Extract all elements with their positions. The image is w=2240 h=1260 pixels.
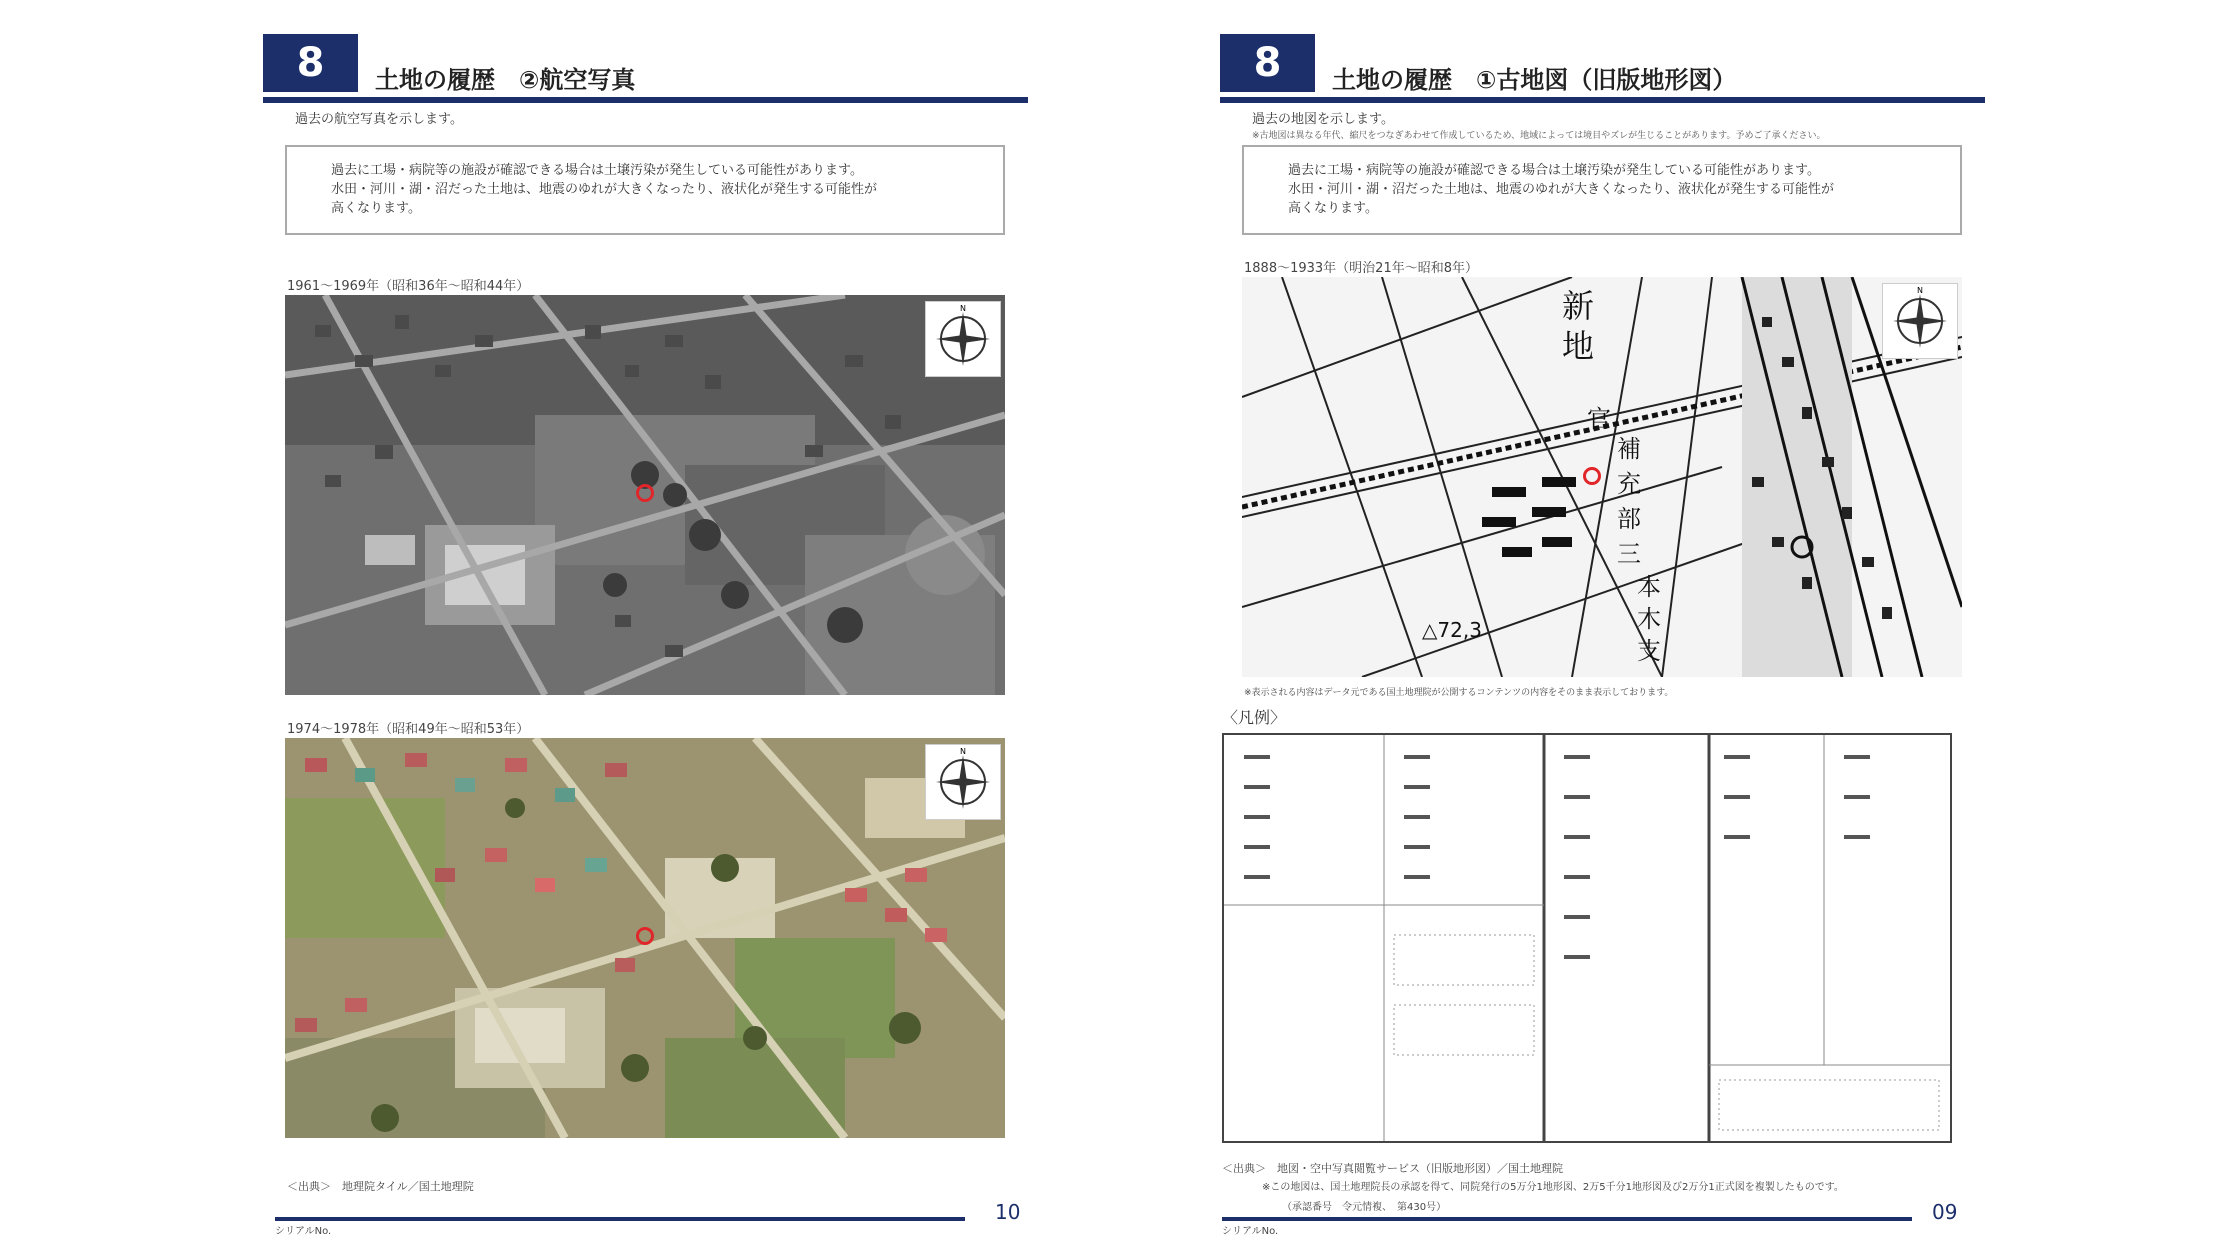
serial-number: シリアルNo.	[1222, 1226, 1279, 1237]
footer-rule	[1222, 1217, 1912, 1221]
location-marker-icon	[1583, 467, 1601, 485]
map-label: 支	[1637, 637, 1661, 665]
page-title: 土地の履歴 ②航空写真	[375, 66, 636, 94]
intro-note: ※古地図は異なる年代、縮尺をつなぎあわせて作成しているため、地域によっては境目やズレが生じることがあります。予めご了承ください。	[1252, 131, 1826, 141]
notice-line: 水田・河川・湖・沼だった土地は、地震のゆれが大きくなったり、液状化が発生する可能性が	[1288, 182, 1835, 197]
compass-icon	[925, 744, 1001, 820]
legend-title: 〈凡例〉	[1222, 708, 1287, 727]
notice-box	[1242, 145, 1962, 235]
section-number-badge: 8	[263, 34, 358, 92]
location-marker-icon	[636, 927, 654, 945]
notice-line: 過去に工場・病院等の施設が確認できる場合は土壌汚染が発生している可能性があります。	[1288, 163, 1820, 178]
map-label: 官	[1587, 405, 1611, 433]
section-number-badge: 8	[1220, 34, 1315, 92]
intro-text: 過去の地図を示します。	[1252, 112, 1394, 127]
header-rule	[1220, 97, 1985, 103]
footer-rule	[275, 1217, 965, 1221]
page-title: 土地の履歴 ①古地図（旧版地形図）	[1332, 66, 1737, 94]
map-label: 補	[1617, 435, 1641, 463]
svg-text:N: N	[960, 747, 966, 756]
map-label: 充	[1617, 470, 1641, 498]
source-text: ＜出典＞ 地理院タイル／国土地理院	[287, 1180, 474, 1193]
photo-2-caption: 1974～1978年（昭和49年～昭和53年）	[287, 722, 530, 737]
aerial-photo-1960s	[285, 295, 1005, 695]
map-label: 地	[1562, 327, 1595, 365]
aerial-photo-1970s	[285, 738, 1005, 1138]
map-caption: 1888～1933年（明治21年～昭和8年）	[1244, 261, 1478, 276]
notice-box	[285, 145, 1005, 235]
map-label: 部	[1617, 505, 1641, 533]
right-page	[1212, 0, 1992, 1260]
intro-text: 過去の航空写真を示します。	[295, 112, 463, 127]
location-marker-icon	[636, 484, 654, 502]
header-rule	[263, 97, 1028, 103]
old-topographic-map	[1242, 277, 1962, 677]
svg-text:N: N	[1917, 286, 1923, 295]
notice-line: 高くなります。	[1288, 201, 1378, 216]
approval-number: （承認番号 令元情複、 第430号）	[1282, 1202, 1447, 1213]
notice-line: 過去に工場・病院等の施設が確認できる場合は土壌汚染が発生している可能性があります。	[331, 163, 863, 178]
notice-line: 高くなります。	[331, 201, 421, 216]
map-label: 本	[1637, 573, 1661, 601]
photo-1-caption: 1961～1969年（昭和36年～昭和44年）	[287, 279, 530, 294]
map-label: 新	[1562, 287, 1595, 325]
page-number: 09	[1932, 1200, 1958, 1224]
map-legend	[1222, 733, 1952, 1143]
source-text: ＜出典＞ 地図・空中写真閲覧サービス（旧版地形図）／国土地理院	[1222, 1162, 1563, 1175]
map-label: 木	[1637, 605, 1661, 633]
compass-icon	[1882, 283, 1958, 359]
map-label: 三	[1617, 540, 1641, 568]
map-elevation-label: △72,3	[1422, 618, 1482, 642]
svg-text:N: N	[960, 304, 966, 313]
compass-icon	[925, 301, 1001, 377]
left-page	[255, 0, 1035, 1260]
serial-number: シリアルNo.	[275, 1226, 332, 1237]
map-note: ※表示される内容はデータ元である国土地理院が公開するコンテンツの内容をそのまま表示しております。	[1244, 688, 1674, 698]
source-note: ※この地図は、国土地理院長の承認を得て、同院発行の5万分1地形図、2万5千分1地形図及び2万分1正式図を複製したものです。	[1262, 1182, 1844, 1193]
page-number: 10	[995, 1200, 1021, 1224]
notice-line: 水田・河川・湖・沼だった土地は、地震のゆれが大きくなったり、液状化が発生する可能性が	[331, 182, 878, 197]
